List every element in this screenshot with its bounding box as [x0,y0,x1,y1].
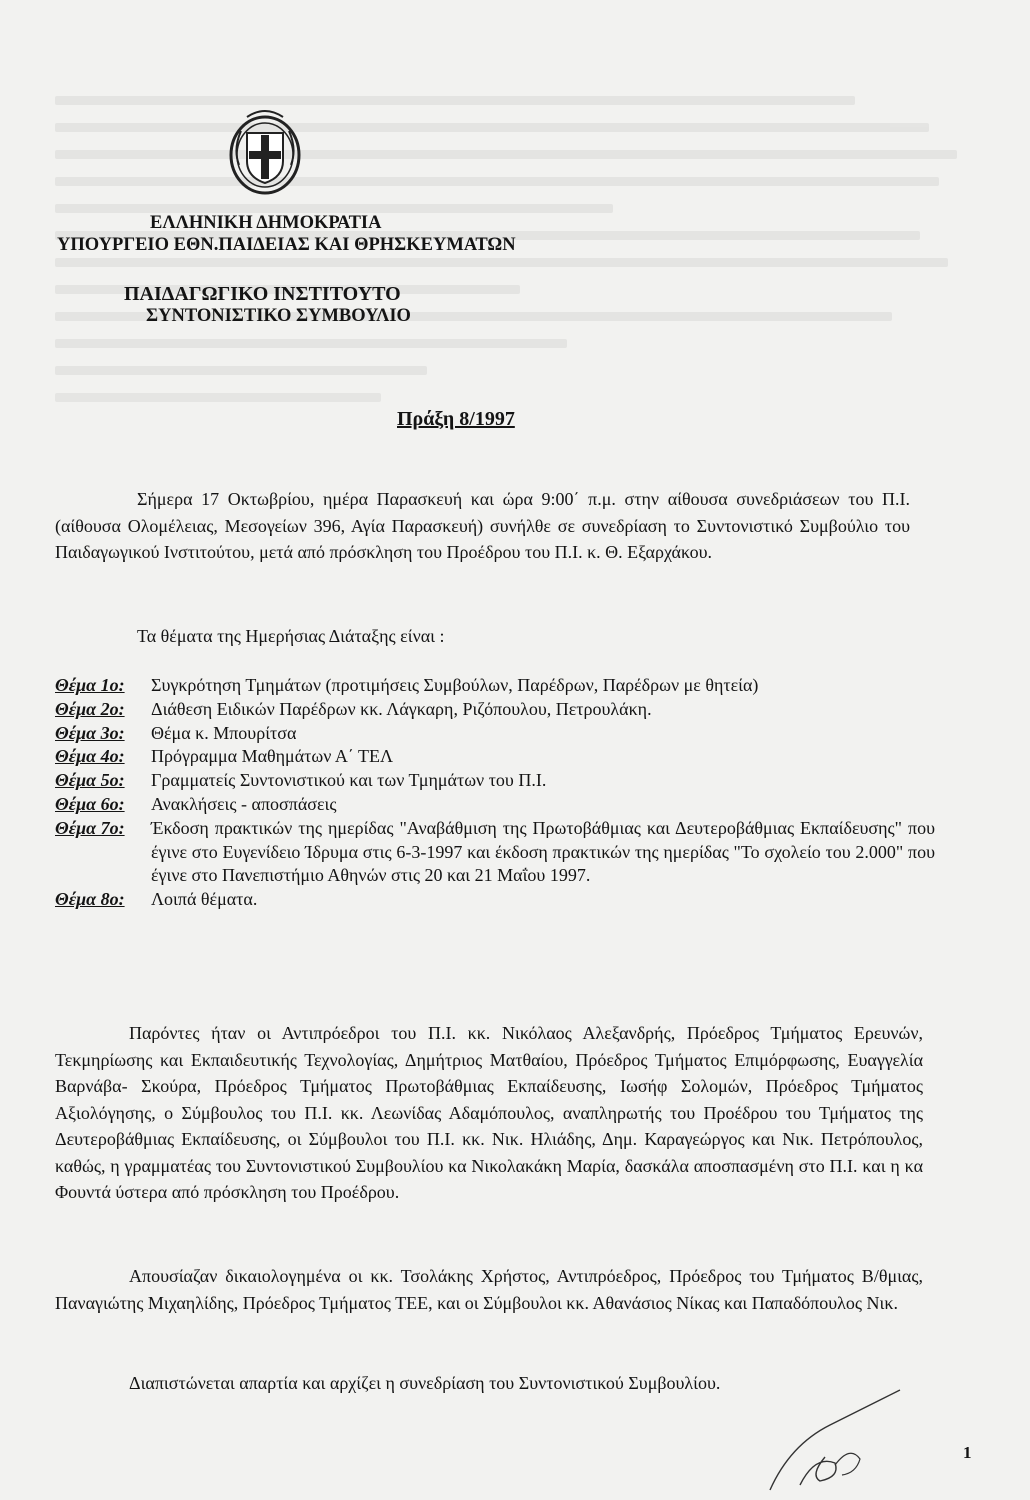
signature-icon [760,1385,910,1495]
agenda-label: Θέμα 4ο: [55,746,125,767]
header-council: ΣΥΝΤΟΝΙΣΤΙΚΟ ΣΥΜΒΟΥΛΙΟ [146,306,411,326]
agenda-text: Έκδοση πρακτικών της ημερίδας "Αναβάθμιση της Πρωτοβάθμιας και Δευτεροβάθμιας Εκπαίδευσης" που έγινε στο Ευγενίδειο Ίδρυμα στις 6-3-1997 και έκδοση πρακτικών της ημερίδας "Το σχολείο του 2.000" που έγινε στο Πανεπιστήμιο Αθηνών στις 20 και 21 Μαΐου 1997. [151,817,935,886]
quorum-paragraph: Διαπιστώνεται απαρτία και αρχίζει η συνεδρίαση του Συντονιστικού Συμβουλίου. [129,1373,721,1393]
coat-of-arms-icon [225,103,305,198]
agenda-text: Λοιπά θέματα. [151,889,258,910]
agenda-item [55,722,935,746]
agenda-item [55,817,935,888]
agenda-label: Θέμα 6ο: [55,793,125,814]
agenda-text: Ανακλήσεις - αποσπάσεις [151,793,337,814]
agenda-text: Γραμματείς Συντονιστικού και των Τμημάτων του Π.Ι. [151,770,547,791]
agenda-label: Θέμα 3ο: [55,722,125,743]
agenda-item [55,698,935,722]
agenda-item [55,769,935,793]
agenda-list [55,674,935,912]
present-paragraph: Παρόντες ήταν οι Αντιπρόεδροι του Π.Ι. κκ. Νικόλαος Αλεξανδρής, Πρόεδρος Τμήματος Ερευνών, Τεκμηρίωσης και Εκπαιδευτικής Τεχνολογίας, Δημήτριος Ματθαίου, Πρόεδρος Τμήματος Επιμόρφωσης, Ευαγγελία Βαρνάβα- Σκούρα, Πρόεδρος Τμήματος Πρωτοβάθμιας Εκπαίδευσης, Ιωσήφ Σολομών, Πρόεδρος Τμήματος Αξιολόγησης, ο Σύμβουλος του Π.Ι. κκ. Λεωνίδας Αδαμόπουλος, αναπληρωτής του Προέδρου του Τμήματος της Δευτεροβάθμιας Εκπαίδευσης, οι Σύμβουλοι του Π.Ι. κκ. Νικ. Ηλιάδης, Δημ. Καραγεώργος και Νικ. Πετρόπουλος, καθώς, η γραμματέας του Συντονιστικού Συμβουλίου κα Νικολακάκη Μαρία, δασκάλα αποσπασμένη στο Π.Ι. και η κα Φουντά ύστερα από πρόσκληση του Προέδρου. [55,1023,923,1202]
agenda-label: Θέμα 7ο: [55,817,125,838]
agenda-label: Θέμα 5ο: [55,770,125,791]
agenda-text: Θέμα κ. Μπουρίτσα [151,722,297,743]
intro-paragraph: Σήμερα 17 Οκτωβρίου, ημέρα Παρασκευή και ώρα 9:00΄ π.μ. στην αίθουσα συνεδριάσεων του Π.Ι. (αίθουσα Ολομέλειας, Μεσογείων 396, Αγία Παρασκευή) συνήλθε σε συνεδρίαση το Συντονιστικό Συμβούλιο του Παιδαγωγικού Ινστιτούτου, μετά από πρόσκληση του Προέδρου του Π.Ι. κ. Θ. Εξαρχάκου. [55,489,910,562]
agenda-intro: Τα θέματα της Ημερήσιας Διάταξης είναι : [137,626,445,646]
agenda-text: Διάθεση Ειδικών Παρέδρων κκ. Λάγκαρη, Ριζόπουλου, Πετρουλάκη. [151,698,652,719]
agenda-text: Πρόγραμμα Μαθημάτων Α΄ ΤΕΛ [151,746,394,767]
agenda-label: Θέμα 8ο: [55,889,125,910]
agenda-label: Θέμα 2ο: [55,698,125,719]
document-title: Πράξη 8/1997 [397,408,515,430]
page-number: 1 [963,1443,972,1462]
header-institute: ΠΑΙΔΑΓΩΓΙΚΟ ΙΝΣΤΙΤΟΥΤΟ [124,283,401,305]
agenda-label: Θέμα 1ο: [55,675,125,695]
agenda-item [55,745,935,769]
agenda-text: Συγκρότηση Τμημάτων (προτιμήσεις Συμβούλων, Παρέδρων, Παρέδρων με θητεία) [151,675,759,695]
agenda-item [55,793,935,817]
absent-paragraph: Απουσίαζαν δικαιολογημένα οι κκ. Τσολάκης Χρήστος, Αντιπρόεδρος, Πρόεδρος του Τμήματος Β/θμιας, Παναγιώτης Μιχαηλίδης, Πρόεδρος Τμήματος ΤΕΕ, και οι Σύμβουλοι κκ. Αθανάσιος Νίκας και Παπαδόπουλος Νικ. [55,1266,923,1313]
agenda-item [55,674,935,698]
header-republic: ΕΛΛΗΝΙΚΗ ΔΗΜΟΚΡΑΤΙΑ [150,213,382,233]
agenda-item [55,888,935,912]
header-ministry: ΥΠΟΥΡΓΕΙΟ ΕΘΝ.ΠΑΙΔΕΙΑΣ ΚΑΙ ΘΡΗΣΚΕΥΜΑΤΩΝ [57,235,516,255]
